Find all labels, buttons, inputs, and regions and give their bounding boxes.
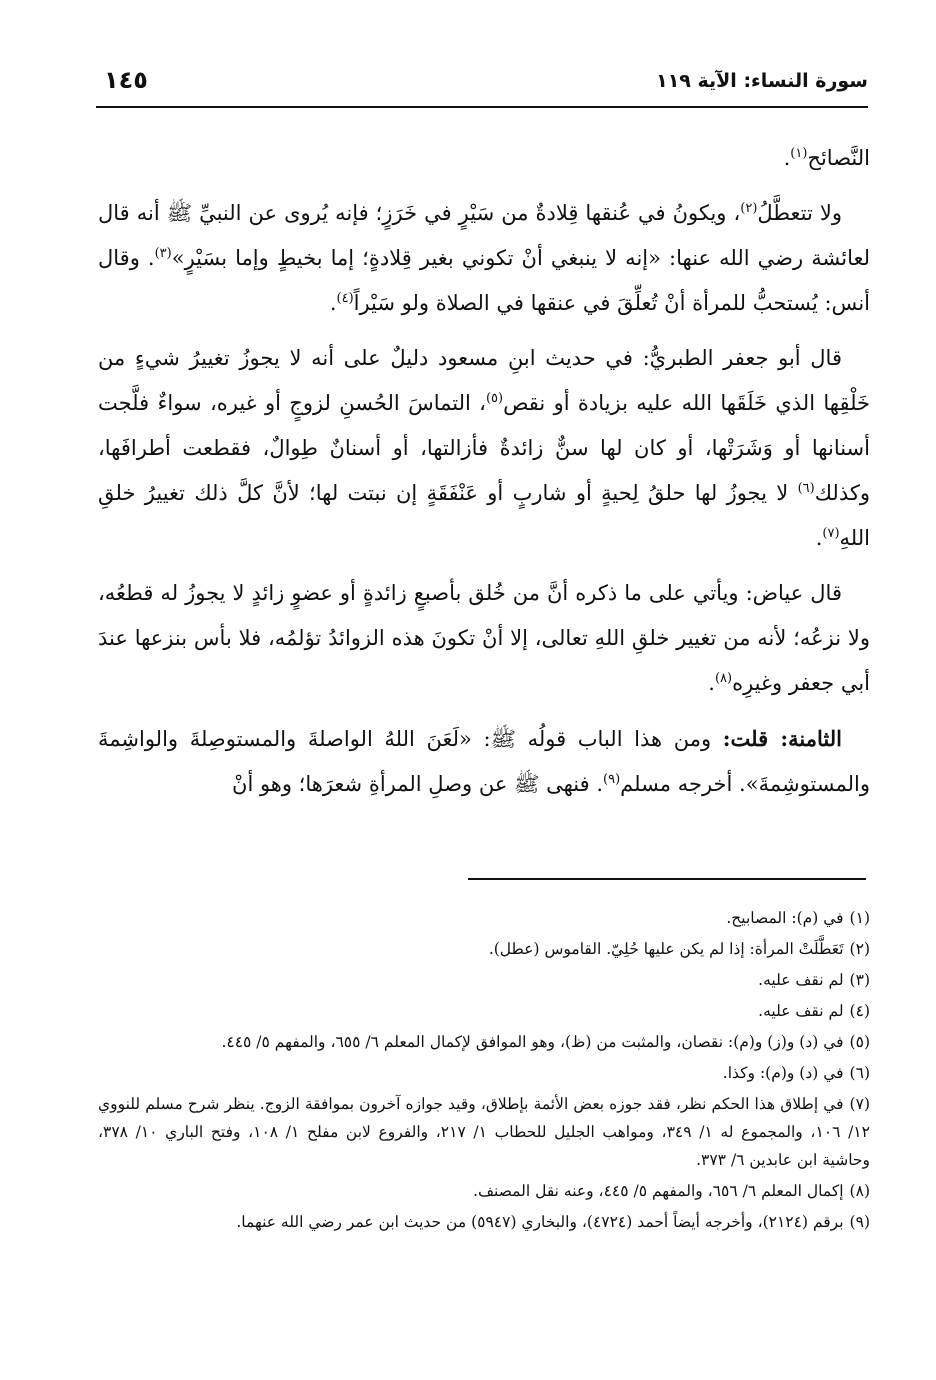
running-header — [96, 66, 868, 108]
footnote-5 — [98, 1028, 870, 1056]
footnote-8 — [98, 1177, 870, 1205]
footnote-label: (٧) — [849, 1095, 870, 1113]
header-title: سورة النساء: الآية ١١٩ — [656, 70, 868, 92]
paragraph-4-a: قال عياض: ويأتي على ما ذكره أنَّ من خُلق بأصبعٍ زائدةٍ أو عضوٍ زائدٍ لا يجوزُ له قطعُه، ولا نزعُه؛ لأنه من تغيير خلقِ اللهِ تعالى، إلا أنْ تكونَ هذه الزوائدُ تؤلمُه، فلا بأس بنزعها عندَ أبي جعفر وغيرِه — [98, 581, 870, 695]
footnote-text: لم نقف عليه. — [758, 1002, 844, 1020]
footnote-text: لم نقف عليه. — [758, 971, 844, 989]
paragraph-1-end: . — [783, 146, 791, 170]
footnote-3 — [98, 966, 870, 994]
paragraph-5-b: . فنهى ﷺ عن وصلِ المرأةِ شعرَها؛ وهو أنْ — [232, 772, 603, 796]
section-lead: الثامنة: قلت: — [722, 726, 842, 751]
footnotes — [98, 904, 870, 1239]
footnote-2 — [98, 935, 870, 963]
footnote-ref-2: (٢) — [740, 201, 758, 216]
paragraph-3-c: لا يجوزُ لها حلقُ لِحيةٍ أو شاربٍ أو عَنْفَقَةٍ إن نبتت لها؛ لأنَّ كلَّ ذلك تغييرُ خلقِ اللهِ — [98, 481, 870, 550]
footnote-ref-9: (٩) — [603, 772, 621, 787]
footnote-separator — [468, 878, 866, 880]
paragraph-3-b: ، التماسَ الحُسنِ لزوجٍ أو غيره، سواءٌ فلَّجت أسنانها أو وَشَرَتْها، أو كان لها سنٌّ زائدةٌ فأزالتها، أو أسنانٌ طِوالٌ، فقطعت أطرافَها، وكذلك — [98, 391, 870, 505]
footnote-label: (٨) — [849, 1182, 870, 1200]
paragraph-2 — [98, 191, 870, 326]
footnote-ref-1: (١) — [790, 146, 808, 161]
paragraph-1-text: النَّصائح — [807, 146, 870, 170]
footnote-label: (٦) — [849, 1064, 870, 1082]
footnote-text: في (م): المصابيح. — [726, 909, 844, 927]
footnote-label: (٥) — [849, 1033, 870, 1051]
footnote-1 — [98, 904, 870, 932]
main-text — [98, 136, 870, 817]
footnote-ref-3: (٣) — [154, 246, 172, 261]
footnote-6 — [98, 1059, 870, 1087]
footnote-7 — [98, 1090, 870, 1174]
paragraph-2-c: . وقال أنس: يُستحبُّ للمرأة أنْ تُعلِّقَ في عنقها في الصلاة ولو سَيْراً — [98, 246, 870, 315]
paragraph-2-b: ، ويكونُ في عُنقها قِلادةٌ من سَيْرٍ في خَرَزٍ؛ فإنه يُروى عن النبيِّ ﷺ أنه قال لعائشة رضي الله عنها: «إنه لا ينبغي أنْ تكوني بغير قِلادةٍ؛ إما بخيطٍ وإما بسَيْرٍ» — [98, 201, 871, 270]
paragraph-5-a: ومن هذا الباب قولُه ﷺ: «لَعَنَ اللهُ الواصلةَ والمستوصِلةَ والواشِمةَ والمستوشِمةَ». أخرجه مسلم — [98, 727, 870, 796]
footnote-ref-6: (٦) — [797, 481, 815, 496]
paragraph-3 — [98, 336, 870, 561]
footnote-ref-7: (٧) — [822, 526, 840, 541]
footnote-label: (١) — [849, 909, 870, 927]
footnote-text: في (د) و(ز) و(م): نقصان، والمثبت من (ظ)، وهو الموافق لإكمال المعلم ٦/ ٦٥٥، والمفهم ٥/ ٤٤٥. — [221, 1033, 844, 1051]
paragraph-3-d: . — [815, 526, 823, 550]
footnote-ref-8: (٨) — [714, 671, 733, 686]
footnote-text: برقم (٢١٢٤)، وأخرجه أيضاً أحمد (٤٧٢٤)، والبخاري (٥٩٤٧) من حديث ابن عمر رضي الله عنهما. — [236, 1213, 844, 1231]
footnote-text: إكمال المعلم ٦/ ٦٥٦، والمفهم ٥/ ٤٤٥، وعنه نقل المصنف. — [473, 1182, 844, 1200]
paragraph-4 — [98, 571, 870, 706]
footnote-text: تَعَطَّلَتْ المرأة: إذا لم يكن عليها حُلِيّ. القاموس (عطل). — [488, 940, 844, 958]
paragraph-2-a: ولا تتعطَّلُ — [757, 201, 842, 225]
paragraph-2-d: . — [329, 291, 337, 315]
footnote-text: في إطلاق هذا الحكم نظر، فقد جوزه بعض الأئمة بإطلاق، وقيد جوازه آخرون بموافقة الزوج. ينظر شرح مسلم للنووي ١٢/ ١٠٦، والمجموع له ١/ ٣٤٩، ومواهب الجليل للحطاب ١/ ٢١٧، والفروع لابن مفلح ١/ ١٠٨، وفتح الباري ١٠/ ٣٧٨، وحاشية ابن عابدين ٦/ ٣٧٣. — [98, 1095, 870, 1169]
footnote-ref-5: (٥) — [485, 391, 504, 406]
paragraph-4-b: . — [708, 671, 715, 695]
footnote-label: (٩) — [849, 1213, 870, 1231]
page-number: ١٤٥ — [104, 66, 148, 94]
footnote-ref-4: (٤) — [336, 291, 354, 306]
footnote-4 — [98, 997, 870, 1025]
paragraph-3-a: قال أبو جعفر الطبريُّ: في حديث ابنِ مسعود دليلٌ على أنه لا يجوزُ تغييرُ شيءٍ من خَلْقِها الذي خَلَقَها الله عليه بزيادة أو نقص — [98, 346, 870, 415]
footnote-text: في (د) و(م): وكذا. — [722, 1064, 844, 1082]
footnote-label: (٤) — [849, 1002, 870, 1020]
paragraph-1 — [98, 136, 870, 181]
footnote-label: (٣) — [849, 971, 870, 989]
paragraph-5 — [98, 716, 870, 807]
footnote-9 — [98, 1208, 870, 1236]
footnote-label: (٢) — [849, 940, 870, 958]
